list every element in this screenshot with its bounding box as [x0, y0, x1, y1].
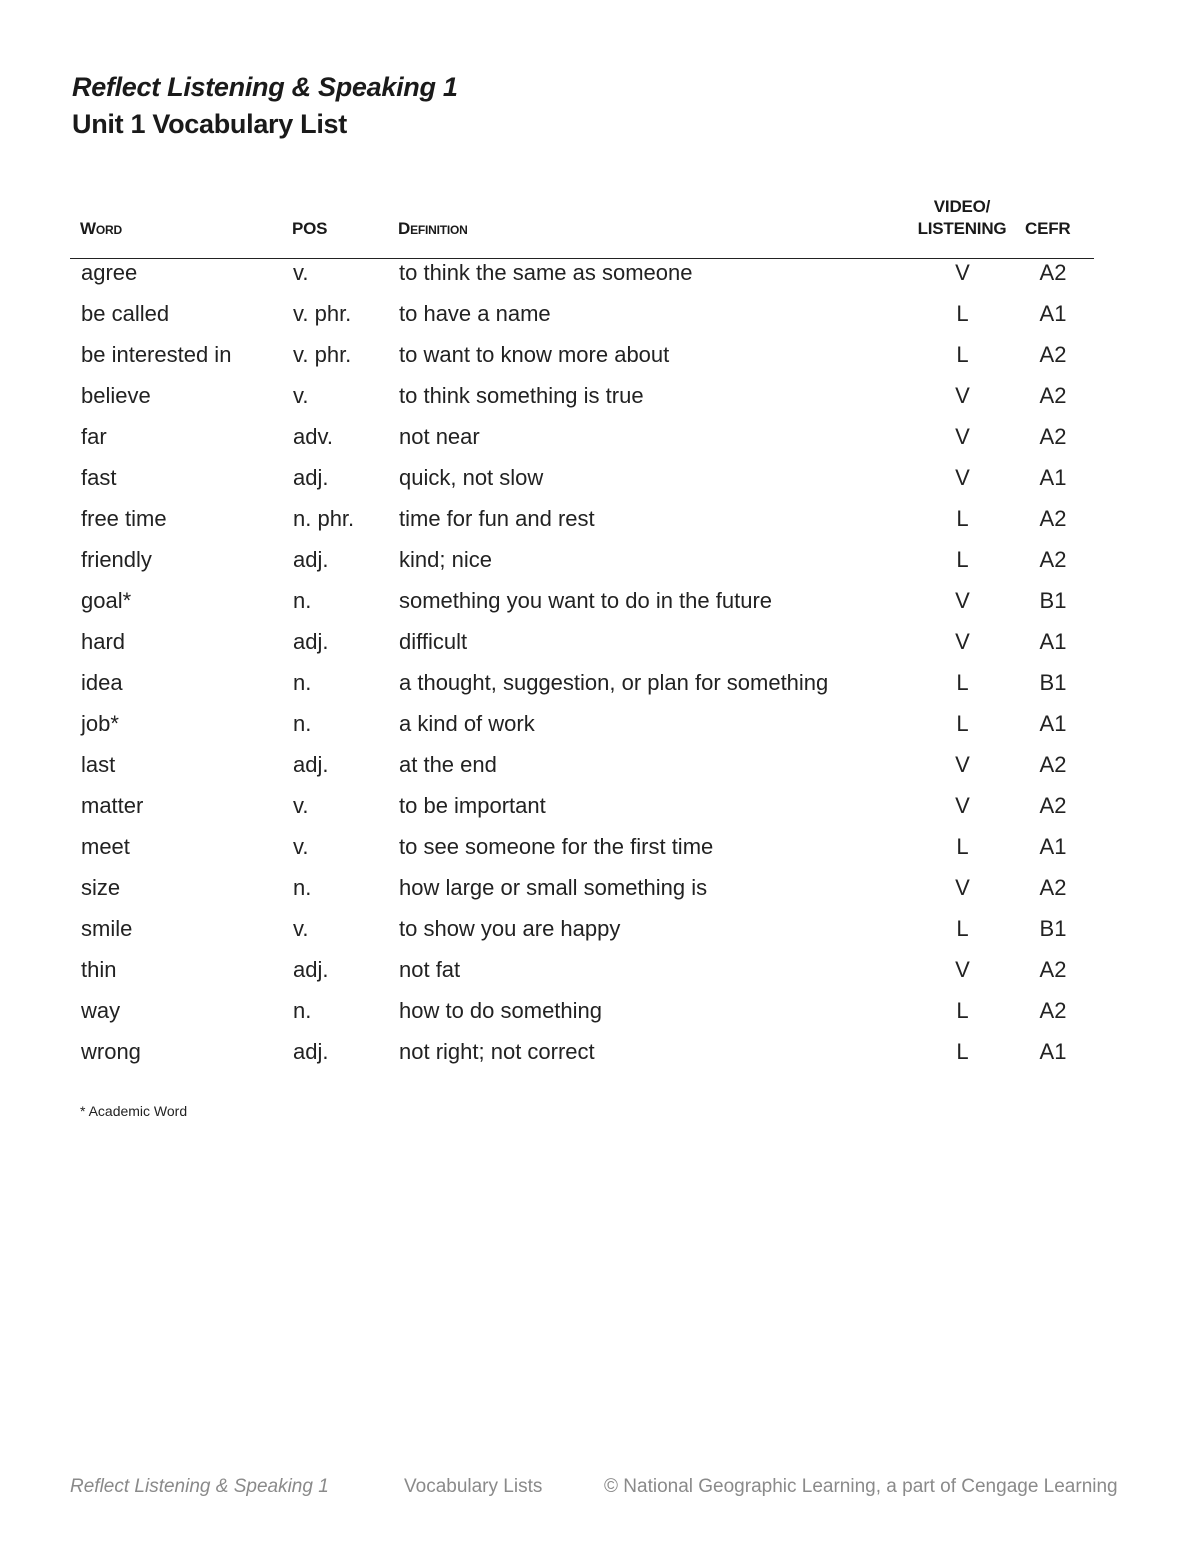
table-row	[70, 710, 1094, 751]
cell-definition: how large or small something is	[399, 875, 708, 900]
column-header-pos: POS	[292, 219, 328, 238]
cell-video-listening: L	[956, 834, 969, 859]
table-row	[70, 464, 1094, 505]
cell-cefr: A2	[1039, 383, 1067, 408]
cell-pos: v. phr.	[293, 342, 352, 367]
book-title: Reflect Listening & Speaking 1	[72, 72, 458, 102]
cell-cefr: A2	[1039, 793, 1067, 818]
cell-pos: adj.	[293, 957, 329, 982]
cell-pos: v. phr.	[293, 301, 352, 326]
cell-cefr: B1	[1039, 916, 1067, 941]
cell-definition: time for fun and rest	[399, 506, 595, 531]
cell-cefr: B1	[1039, 670, 1067, 695]
cell-cefr: A2	[1039, 342, 1067, 367]
cell-pos: adj.	[293, 1039, 329, 1064]
cell-cefr: A1	[1039, 711, 1067, 736]
cell-word: fast	[81, 465, 117, 490]
cell-cefr: A2	[1039, 547, 1067, 572]
cell-video-listening: V	[955, 465, 970, 490]
cell-cefr: B1	[1039, 588, 1067, 613]
cell-definition: not near	[399, 424, 480, 449]
cell-video-listening: L	[956, 301, 969, 326]
table-row	[70, 833, 1094, 874]
table-row	[70, 792, 1094, 833]
cell-pos: adj.	[293, 752, 329, 777]
cell-word: be interested in	[81, 342, 232, 367]
cell-video-listening: L	[956, 916, 969, 941]
cell-pos: v.	[293, 260, 309, 285]
column-header-video-listening	[900, 196, 1024, 240]
cell-cefr: A1	[1039, 834, 1067, 859]
cell-video-listening: V	[955, 588, 970, 613]
cell-video-listening: V	[955, 957, 970, 982]
cell-word: hard	[81, 629, 126, 654]
cell-definition: to be important	[399, 793, 546, 818]
cell-pos: adj.	[293, 629, 329, 654]
cell-cefr: A2	[1039, 260, 1067, 285]
table-row	[70, 587, 1094, 628]
table-row	[70, 915, 1094, 956]
footer-copyright: © National Geographic Learning, a part of Cengage Learning	[604, 1476, 1118, 1497]
cell-video-listening: L	[956, 506, 969, 531]
cell-definition: to think the same as someone	[399, 260, 693, 285]
cell-cefr: A1	[1039, 1039, 1067, 1064]
cell-definition: a kind of work	[399, 711, 535, 736]
cell-video-listening: V	[955, 629, 970, 654]
cell-pos: adj.	[293, 547, 329, 572]
table-header	[70, 190, 1094, 259]
cell-word: smile	[81, 916, 133, 941]
cell-pos: n.	[293, 588, 312, 613]
cell-video-listening: L	[956, 547, 969, 572]
table-row	[70, 505, 1094, 546]
column-header-word: Word	[80, 219, 122, 238]
cell-video-listening: V	[955, 875, 970, 900]
column-header-listening-line: LISTENING	[917, 219, 1007, 238]
cell-word: friendly	[81, 547, 152, 572]
cell-word: last	[81, 752, 116, 777]
footer-section: Vocabulary Lists	[404, 1476, 543, 1497]
cell-word: believe	[81, 383, 151, 408]
cell-cefr: A2	[1039, 998, 1067, 1023]
cell-pos: v.	[293, 383, 309, 408]
cell-video-listening: V	[955, 383, 970, 408]
cell-word: matter	[81, 793, 144, 818]
cell-pos: adj.	[293, 465, 329, 490]
cell-video-listening: V	[955, 793, 970, 818]
cell-definition: difficult	[399, 629, 468, 654]
vocabulary-table	[70, 190, 1094, 1079]
cell-definition: kind; nice	[399, 547, 492, 572]
cell-video-listening: V	[955, 752, 970, 777]
cell-pos: n.	[293, 998, 312, 1023]
table-row	[70, 956, 1094, 997]
table-row	[70, 628, 1094, 669]
cell-definition: at the end	[399, 752, 497, 777]
table-row	[70, 259, 1094, 300]
cell-word: agree	[81, 260, 138, 285]
cell-word: be called	[81, 301, 170, 326]
cell-cefr: A1	[1039, 629, 1067, 654]
cell-word: thin	[81, 957, 117, 982]
table-row	[70, 423, 1094, 464]
cell-cefr: A2	[1039, 424, 1067, 449]
cell-word: way	[81, 998, 121, 1023]
cell-cefr: A2	[1039, 752, 1067, 777]
cell-definition: a thought, suggestion, or plan for something	[399, 670, 829, 695]
cell-pos: n.	[293, 875, 312, 900]
cell-definition: how to do something	[399, 998, 603, 1023]
cell-video-listening: L	[956, 670, 969, 695]
cell-video-listening: V	[955, 260, 970, 285]
cell-word: size	[81, 875, 121, 900]
cell-word: free time	[81, 506, 167, 531]
cell-video-listening: L	[956, 711, 969, 736]
cell-pos: n.	[293, 670, 312, 695]
cell-definition: to show you are happy	[399, 916, 621, 941]
table-row	[70, 382, 1094, 423]
cell-definition: to think something is true	[399, 383, 644, 408]
cell-definition: to want to know more about	[399, 342, 670, 367]
table-row	[70, 341, 1094, 382]
cell-word: goal*	[81, 588, 132, 613]
cell-definition: to have a name	[399, 301, 551, 326]
table-row	[70, 300, 1094, 341]
column-header-cefr: CEFR	[1025, 219, 1071, 238]
cell-pos: n. phr.	[293, 506, 355, 531]
cell-pos: v.	[293, 916, 309, 941]
table-row	[70, 1038, 1094, 1079]
cell-video-listening: V	[955, 424, 970, 449]
cell-cefr: A1	[1039, 465, 1067, 490]
cell-definition: something you want to do in the future	[399, 588, 773, 613]
footnote: * Academic Word	[80, 1103, 188, 1119]
table-row	[70, 997, 1094, 1038]
cell-cefr: A2	[1039, 875, 1067, 900]
cell-video-listening: L	[956, 998, 969, 1023]
cell-word: far	[81, 424, 107, 449]
table-row	[70, 874, 1094, 915]
cell-definition: quick, not slow	[399, 465, 544, 490]
cell-definition: not fat	[399, 957, 461, 982]
cell-pos: v.	[293, 834, 309, 859]
cell-pos: adv.	[293, 424, 333, 449]
table-row	[70, 546, 1094, 587]
cell-word: wrong	[81, 1039, 141, 1064]
column-header-video-line: VIDEO/	[933, 197, 991, 216]
cell-definition: to see someone for the first time	[399, 834, 714, 859]
cell-pos: v.	[293, 793, 309, 818]
cell-video-listening: L	[956, 342, 969, 367]
cell-word: job*	[81, 711, 119, 736]
footer-book-title: Reflect Listening & Speaking 1	[70, 1476, 329, 1497]
cell-word: meet	[81, 834, 130, 859]
table-row	[70, 751, 1094, 792]
cell-video-listening: L	[956, 1039, 969, 1064]
table-body	[70, 259, 1094, 1079]
cell-cefr: A2	[1039, 957, 1067, 982]
cell-word: idea	[81, 670, 123, 695]
column-header-definition: Definition	[398, 219, 468, 238]
page-title: Unit 1 Vocabulary List	[72, 109, 347, 139]
cell-cefr: A1	[1039, 301, 1067, 326]
table-row	[70, 669, 1094, 710]
cell-cefr: A2	[1039, 506, 1067, 531]
cell-pos: n.	[293, 711, 312, 736]
cell-definition: not right; not correct	[399, 1039, 595, 1064]
